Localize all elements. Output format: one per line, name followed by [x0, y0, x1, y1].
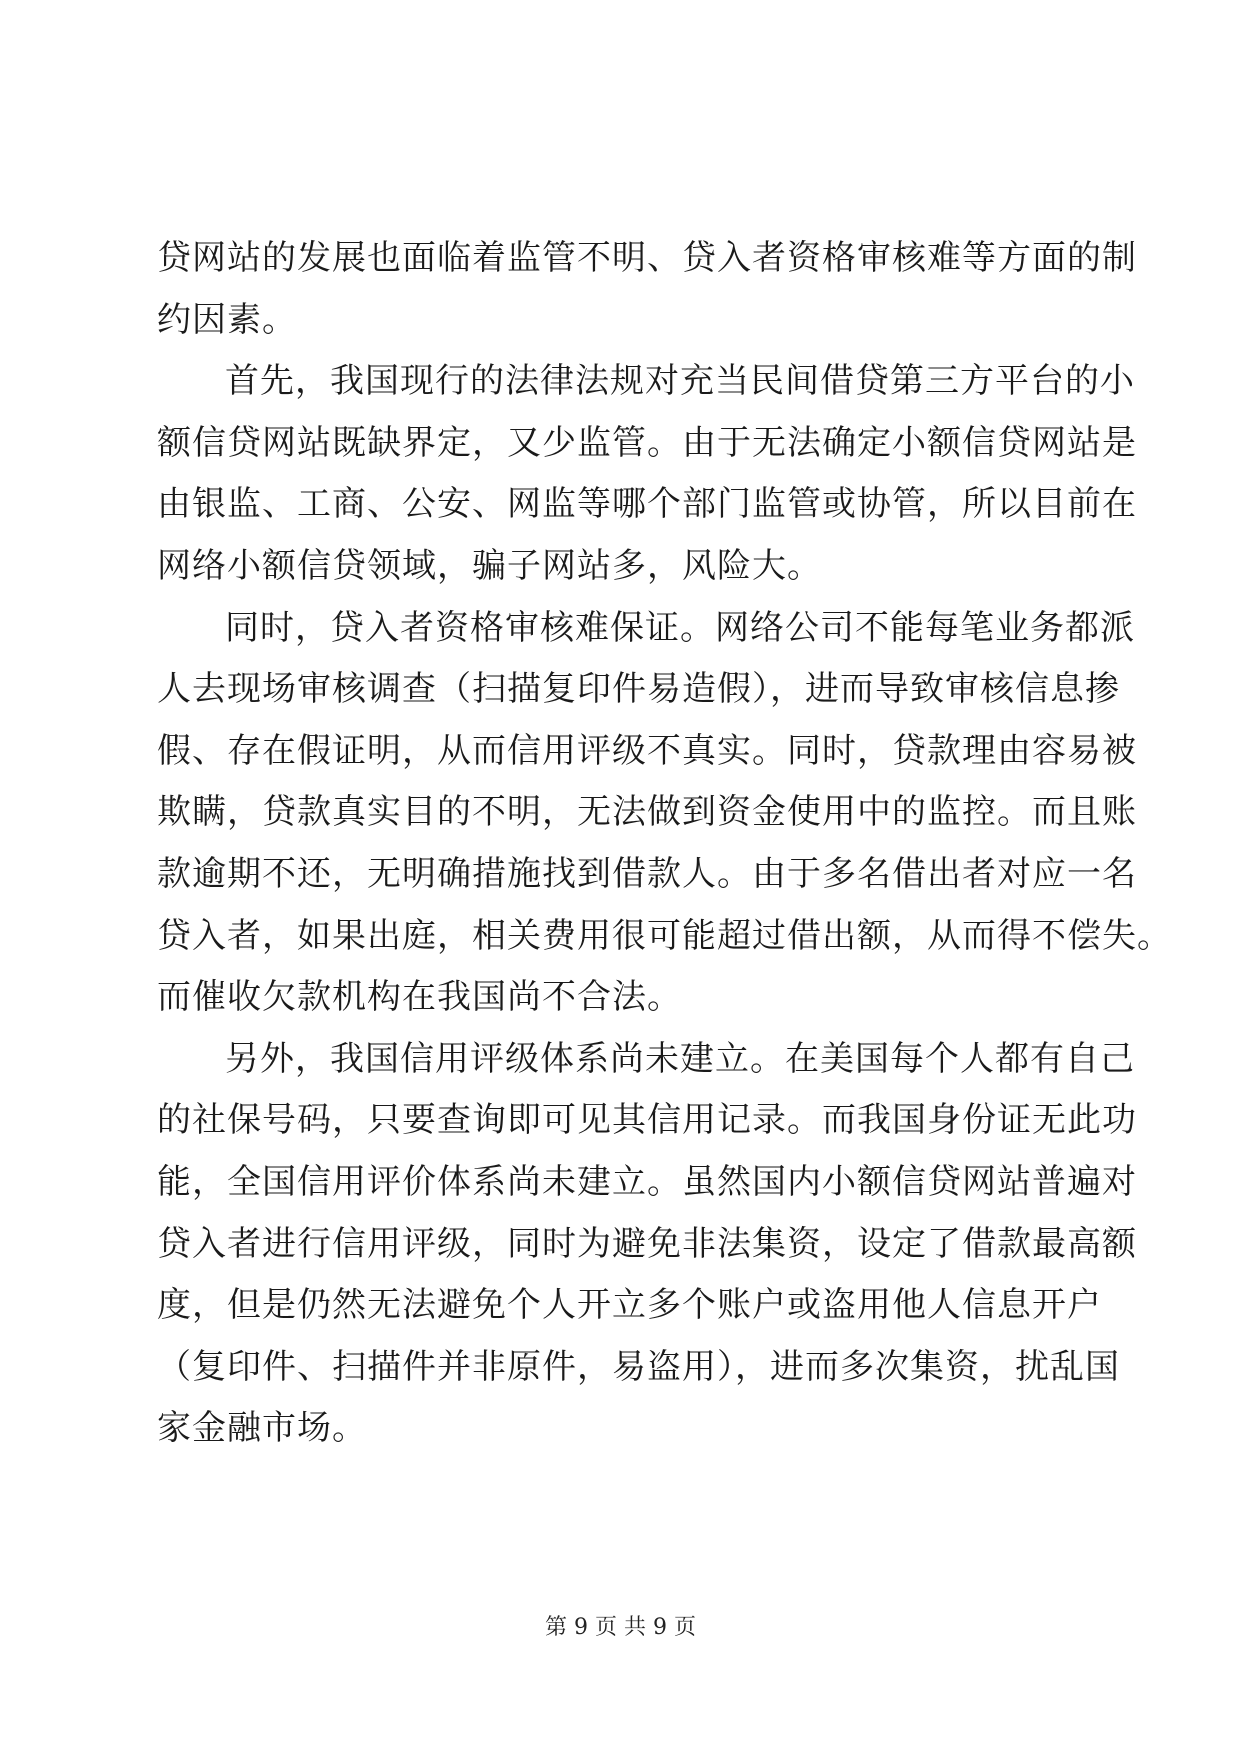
text-line: 款逾期不还，无明确措施找到借款人。由于多名借出者对应一名	[157, 853, 1137, 894]
text-line: 同时，贷入者资格审核难保证。网络公司不能每笔业务都派	[225, 607, 1135, 648]
text-line: 人去现场审核调查（扫描复印件易造假），进而导致审核信息掺	[157, 669, 1120, 710]
text-line: 额信贷网站既缺界定，又少监管。由于无法确定小额信贷网站是	[157, 422, 1137, 463]
text-line: 约因素。	[157, 299, 297, 340]
text-line: 首先，我国现行的法律法规对充当民间借贷第三方平台的小	[225, 361, 1135, 402]
text-line: 能，全国信用评价体系尚未建立。虽然国内小额信贷网站普遍对	[157, 1161, 1137, 1202]
text-line: 由银监、工商、公安、网监等哪个部门监管或协管，所以目前在	[157, 484, 1137, 525]
text-line: 的社保号码，只要查询即可见其信用记录。而我国身份证无此功	[157, 1100, 1137, 1141]
text-line: 贷入者，如果出庭，相关费用很可能超过借出额，从而得不偿失。	[157, 915, 1172, 956]
text-line: 另外，我国信用评级体系尚未建立。在美国每个人都有自己	[225, 1038, 1135, 1079]
page-number-footer: 第 9 页 共 9 页	[545, 1615, 696, 1640]
text-line: 贷入者进行信用评级，同时为避免非法集资，设定了借款最高额	[157, 1223, 1137, 1264]
text-line: 网络小额信贷领域，骗子网站多，风险大。	[157, 545, 822, 586]
text-line: 家金融市场。	[157, 1408, 367, 1449]
text-line: 欺瞒，贷款真实目的不明，无法做到资金使用中的监控。而且账	[157, 792, 1137, 833]
text-line: 而催收欠款机构在我国尚不合法。	[157, 977, 682, 1018]
document-body	[157, 228, 1172, 1460]
text-line: 贷网站的发展也面临着监管不明、贷入者资格审核难等方面的制	[157, 238, 1137, 278]
text-line: 度，但是仍然无法避免个人开立多个账户或盗用他人信息开户	[157, 1285, 1102, 1326]
text-line: 假、存在假证明，从而信用评级不真实。同时，贷款理由容易被	[157, 730, 1137, 771]
text-line: （复印件、扫描件并非原件，易盗用），进而多次集资，扰乱国	[157, 1346, 1120, 1387]
